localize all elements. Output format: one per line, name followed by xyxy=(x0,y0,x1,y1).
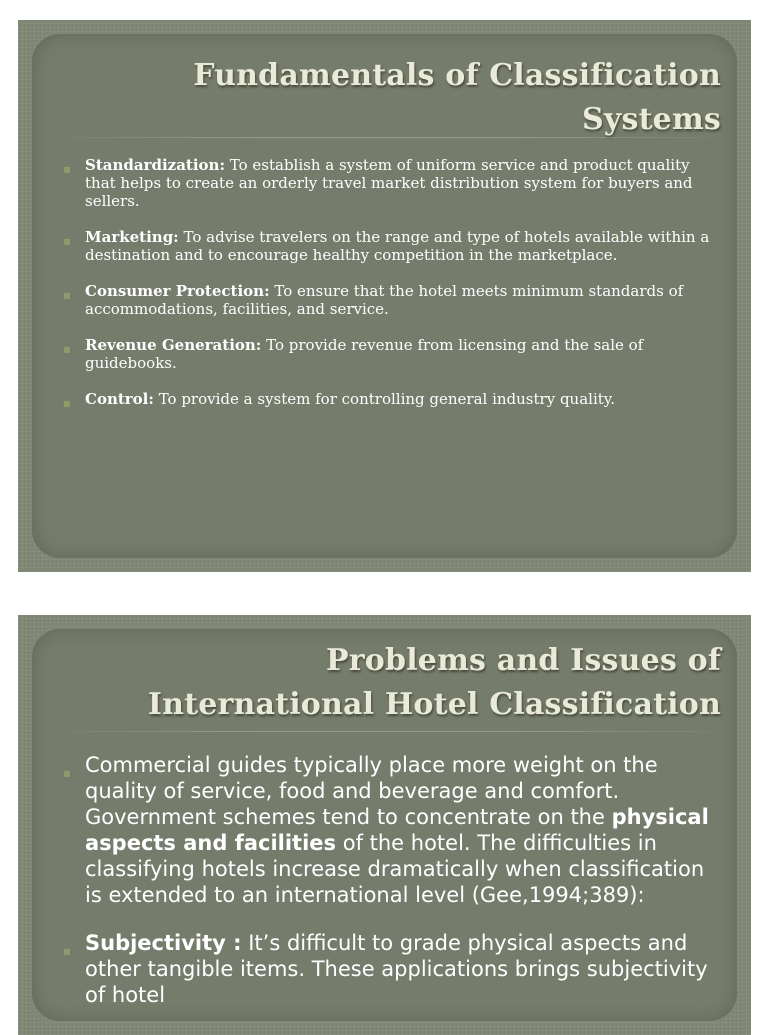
bullet-consumer-protection xyxy=(63,282,711,318)
bullet-commercial-guides xyxy=(63,752,711,908)
bullet-revenue-generation xyxy=(63,336,711,372)
bullet-marker-icon: ■ xyxy=(63,165,71,174)
bullet-text: To provide a system for controlling general industry quality. xyxy=(153,390,616,408)
bullet-marker-icon: ■ xyxy=(63,291,71,300)
bullet-text: To advise travelers on the range and type of hotels available within a destination and to encourage healthy competition in the marketplace. xyxy=(85,228,710,264)
bullet-term: Consumer Protection: xyxy=(85,282,270,300)
title-line: International Hotel Classification xyxy=(147,687,721,722)
slide-title xyxy=(193,54,721,142)
bullet-term: Control: xyxy=(85,390,154,408)
bullet-subjectivity xyxy=(63,930,711,1008)
bullet-marker-icon: ■ xyxy=(63,237,71,246)
bullet-term: Subjectivity : xyxy=(85,931,242,955)
bullet-bold-text: physical aspects and facilities xyxy=(85,805,709,855)
bullet-text: To ensure that the hotel meets minimum standards of accommodations, facilities, and service. xyxy=(85,282,684,318)
title-line: Problems and Issues of xyxy=(326,643,721,678)
title-line: Fundamentals of Classification xyxy=(193,58,721,93)
title-divider xyxy=(68,731,711,732)
bullet-text: It’s difficult to grade physical aspects and other tangible items. These applications brings subjectivity of hotel xyxy=(85,931,708,1007)
bullet-standardization xyxy=(63,156,711,210)
slide-fundamentals xyxy=(18,20,751,572)
title-line: Systems xyxy=(582,102,721,137)
bullet-list xyxy=(63,156,711,426)
bullet-control xyxy=(63,390,711,408)
bullet-text: Commercial guides typically place more weight on the quality of service, food and beverage and comfort. Government schemes tend to concentrate on the xyxy=(85,753,658,829)
bullet-term: Revenue Generation: xyxy=(85,336,262,354)
bullet-text: To establish a system of uniform service and product quality that helps to create an orderly travel market distribution system for buyers and sellers. xyxy=(85,156,693,210)
bullet-marker-icon: ■ xyxy=(63,769,71,778)
bullet-marketing xyxy=(63,228,711,264)
slide-problems-issues xyxy=(18,615,751,1035)
slide-title xyxy=(148,639,721,727)
bullet-text: of the hotel. The difficulties in classifying hotels increase dramatically when classification is extended to an international level (Gee,1994;389): xyxy=(85,831,705,907)
bullet-text: To provide revenue from licensing and the sale of guidebooks. xyxy=(85,336,644,372)
bullet-marker-icon: ■ xyxy=(63,947,71,956)
bullet-list xyxy=(63,752,711,1030)
bullet-marker-icon: ■ xyxy=(63,345,71,354)
bullet-term: Standardization: xyxy=(85,156,225,174)
bullet-term: Marketing: xyxy=(85,228,179,246)
bullet-marker-icon: ■ xyxy=(63,399,71,408)
title-divider xyxy=(68,137,711,138)
